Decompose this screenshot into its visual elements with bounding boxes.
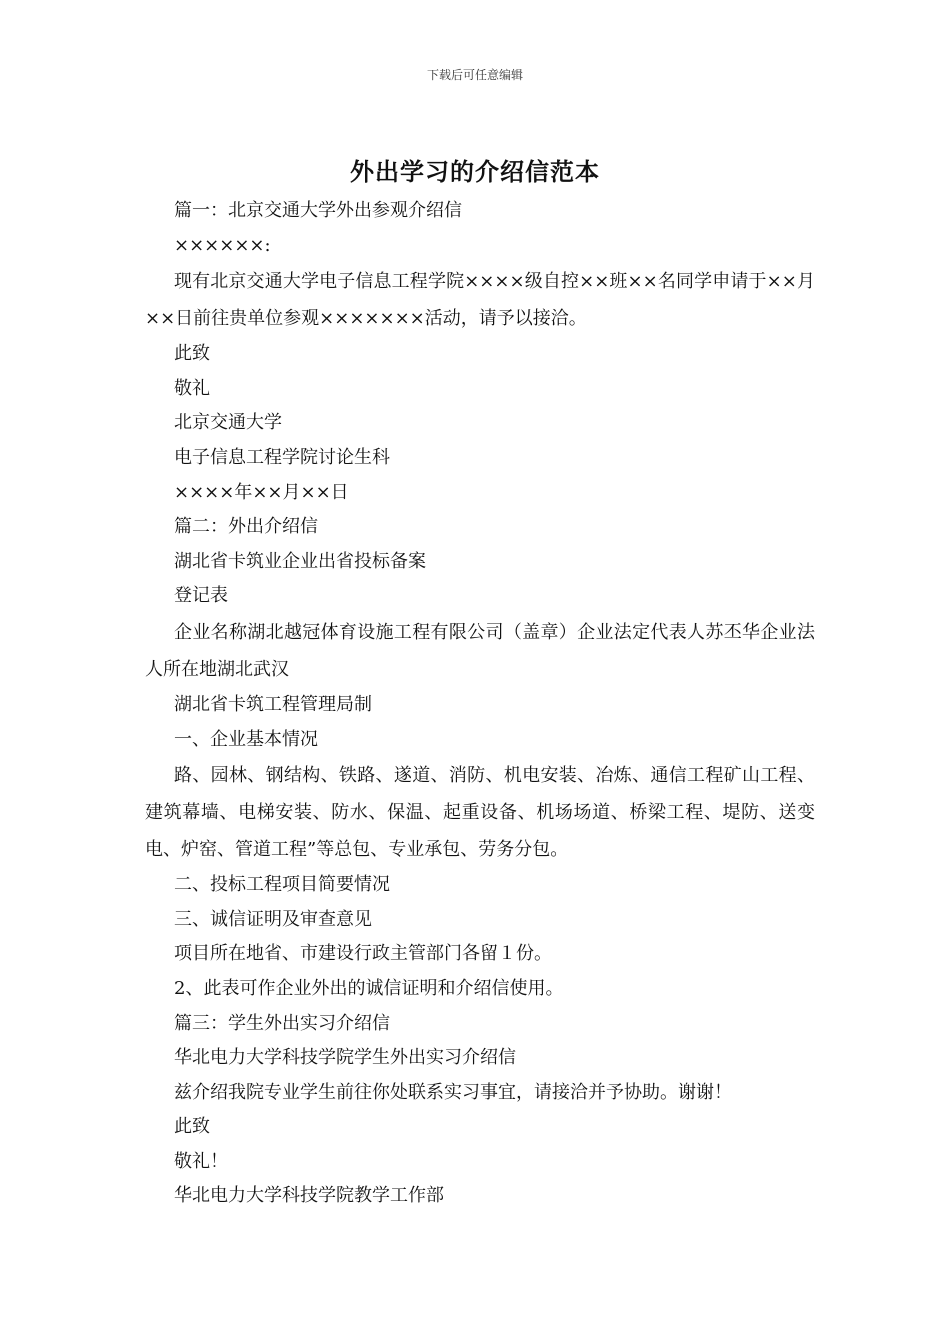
paragraph-salutation: ××××××: bbox=[174, 234, 271, 256]
paragraph-company-info: 企业名称湖北越冠体育设施工程有限公司（盖章）企业法定代表人苏丕华企业法人所在地湖北武汉 bbox=[145, 621, 815, 680]
paragraph-issuer: 湖北省卡筑工程管理局制 bbox=[174, 693, 372, 715]
paragraph-item-3: 三、诚信证明及审查意见 bbox=[174, 908, 372, 930]
paragraph-letter-3-body: 兹介绍我院专业学生前往你处联系实习事宜，请接洽并予协助。谢谢！ bbox=[174, 1081, 732, 1103]
paragraph-closing-3: 此致 bbox=[174, 1116, 210, 1138]
paragraph-section-1-heading: 篇一：北京交通大学外出参观介绍信 bbox=[174, 200, 462, 221]
paragraph-item-2: 二、投标工程项目简要情况 bbox=[174, 874, 390, 896]
paragraph-signature-ncepu: 华北电力大学科技学院教学工作部 bbox=[174, 1185, 444, 1207]
paragraph-copies-note: 项目所在地省、市建设行政主管部门各留１份。 bbox=[174, 943, 552, 965]
paragraph-business-scope: 路、园林、钢结构、铁路、遂道、消防、机电安装、冶炼、通信工程矿山工程、建筑幕墙、电梯安装、防水、保温、起重设备、机场场道、桥梁工程、堤防、送变电、炉窑、管道工程”等总包、专业承包、劳务分包。 bbox=[145, 765, 815, 861]
paragraph-signature-department: 电子信息工程学院讨论生科 bbox=[174, 446, 390, 468]
paragraph-closing-4: 敬礼！ bbox=[174, 1150, 228, 1172]
paragraph-signature-university: 北京交通大学 bbox=[174, 412, 282, 434]
paragraph-item-1: 一、企业基本情况 bbox=[174, 728, 318, 750]
paragraph-usage-note: 2、此表可作企业外出的诚信证明和介绍信使用。 bbox=[174, 977, 564, 999]
paragraph-letter-body: 现有北京交通大学电子信息工程学院××××级自控××班××名同学申请于××月××日前往贵单位参观×××××××活动，请予以接洽。 bbox=[145, 271, 815, 330]
paragraph-date: ××××年××月××日 bbox=[174, 481, 349, 503]
paragraph-form-title-2: 登记表 bbox=[174, 585, 228, 607]
paragraph-closing-2: 敬礼 bbox=[174, 377, 210, 399]
paragraph-form-title-1: 湖北省卡筑业企业出省投标备案 bbox=[174, 550, 426, 572]
document-body bbox=[145, 194, 815, 1214]
paragraph-section-3-heading: 篇三：学生外出实习介绍信 bbox=[174, 1012, 390, 1034]
header-note: 下载后可任意编辑 bbox=[426, 68, 523, 82]
document-title: 外出学习的介绍信范本 bbox=[350, 157, 600, 186]
paragraph-section-2-heading: 篇二：外出介绍信 bbox=[174, 516, 318, 538]
paragraph-closing-1: 此致 bbox=[174, 343, 210, 365]
paragraph-letter-3-title: 华北电力大学科技学院学生外出实习介绍信 bbox=[174, 1047, 516, 1069]
